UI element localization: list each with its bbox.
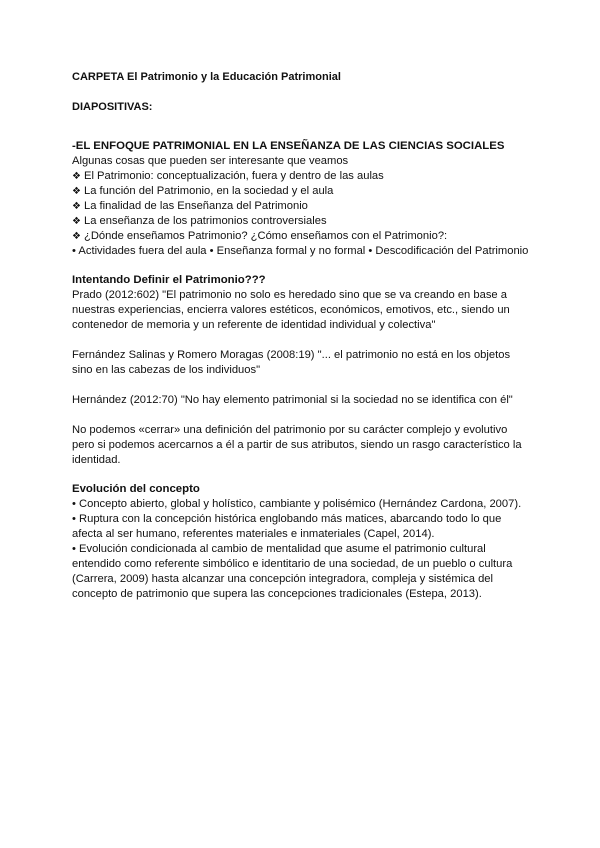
quote-line: Fernández Salinas y Romero Moragas (2008:19) "... el patrimonio no está en los objetos — [72, 349, 511, 361]
section-evolucion-concepto — [72, 482, 532, 602]
diamond-bullet-icon: ❖ — [72, 216, 81, 227]
document-title: CARPETA El Patrimonio y la Educación Patrimonial — [72, 71, 341, 83]
document-page — [72, 70, 532, 602]
list-item: ❖ La función del Patrimonio, en la sociedad y el aula — [72, 185, 334, 197]
paragraph-line: entendido como referente simbólico e identitario de una sociedad, de un pueblo o cultura — [72, 558, 513, 570]
quote-fernandez — [72, 348, 532, 378]
quote-line: nuestras experiencias, encierra valores estéticos, económicos, emotivos, etc., siendo un — [72, 304, 510, 316]
quote-hernandez: Hernández (2012:70) "No hay elemento patrimonial si la sociedad no se identifica con él" — [72, 394, 513, 406]
paragraph-line: No podemos «cerrar» una definición del patrimonio por su carácter complejo y evolutivo — [72, 424, 508, 436]
list-item: ❖ La finalidad de las Enseñanza del Patrimonio — [72, 200, 308, 212]
section-enfoque-patrimonial — [72, 139, 532, 259]
paragraph-line: concepto de patrimonio que supera las concepciones tradicionales (Estepa, 2013). — [72, 588, 482, 600]
quote-line: contenedor de memoria y un referente de identidad individual y colectiva" — [72, 319, 436, 331]
paragraph-line: • Concepto abierto, global y holístico, cambiante y polisémico (Hernández Cardona, 2007). — [72, 498, 522, 510]
diamond-bullet-icon: ❖ — [72, 231, 81, 242]
section-definir-patrimonio — [72, 273, 532, 468]
quote-line: Prado (2012:602) "El patrimonio no solo es heredado sino que se va creando en base a — [72, 289, 507, 301]
paragraph-line: • Ruptura con la concepción histórica englobando más matices, abarcando todo lo que — [72, 513, 502, 525]
section-heading: Evolución del concepto — [72, 483, 200, 495]
quote-line: sino en las cabezas de los individuos" — [72, 364, 261, 376]
list-item: ❖ El Patrimonio: conceptualización, fuera y dentro de las aulas — [72, 170, 384, 182]
activities-line: • Actividades fuera del aula • Enseñanza formal y no formal • Descodificación del Patrimonio — [72, 245, 529, 257]
paragraph-line: pero si podemos acercarnos a él a partir de sus atributos, siendo un rasgo característico la — [72, 439, 522, 451]
paragraph-line: identidad. — [72, 454, 121, 466]
conclusion-paragraph — [72, 423, 532, 468]
section-intro: Algunas cosas que pueden ser interesante que veamos — [72, 155, 349, 167]
list-item: ❖ ¿Dónde enseñamos Patrimonio? ¿Cómo enseñamos con el Patrimonio?: — [72, 230, 448, 242]
diamond-bullet-icon: ❖ — [72, 186, 81, 197]
quote-prado — [72, 288, 532, 333]
paragraph-line: • Evolución condicionada al cambio de mentalidad que asume el patrimonio cultural — [72, 543, 486, 555]
document-subtitle: DIAPOSITIVAS: — [72, 101, 153, 113]
paragraph-line: (Carrera, 2009) hasta alcanzar una concepción integradora, compleja y sistémica del — [72, 573, 493, 585]
diamond-bullet-icon: ❖ — [72, 201, 81, 212]
list-item: ❖ La enseñanza de los patrimonios controversiales — [72, 215, 327, 227]
section-heading: -EL ENFOQUE PATRIMONIAL EN LA ENSEÑANZA DE LAS CIENCIAS SOCIALES — [72, 140, 505, 152]
section-heading: Intentando Definir el Patrimonio??? — [72, 274, 266, 286]
diamond-bullet-icon: ❖ — [72, 171, 81, 182]
paragraph-line: afecta al ser humano, referentes materiales e inmateriales (Capel, 2014). — [72, 528, 435, 540]
